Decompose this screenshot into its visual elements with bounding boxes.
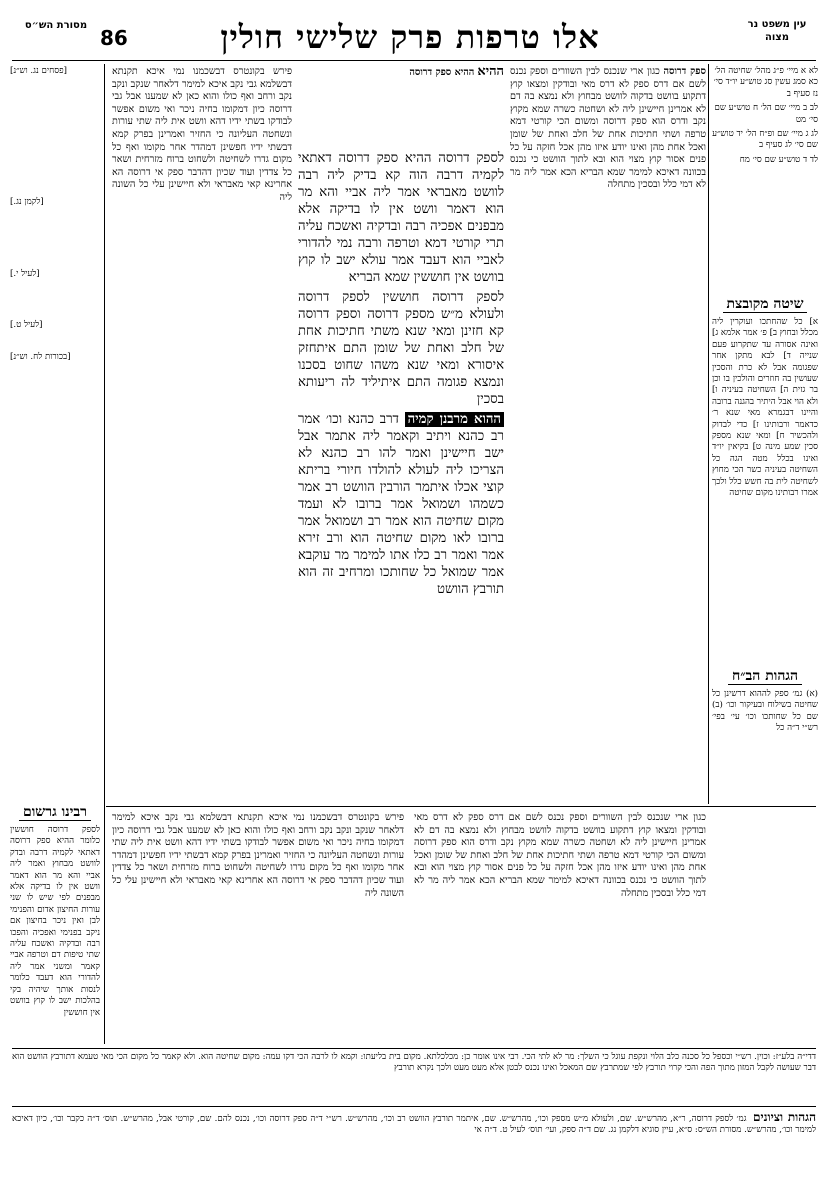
rabbeinu-title: רבינו גרשום bbox=[19, 804, 91, 821]
tosafot-upper bbox=[298, 66, 504, 146]
masoret-entry: [בכורות לח. וש״נ] bbox=[10, 351, 71, 362]
rashi-dibbur: ספק דרוסה bbox=[663, 66, 706, 77]
masoret-entry: [לעיל ט.] bbox=[10, 320, 43, 331]
ein-mishpat-entry: לד ד טוש״ע שם סי׳ מח bbox=[739, 154, 818, 165]
ein-mishpat-label: עין משפט נר מצוה bbox=[747, 19, 807, 43]
rashi-column bbox=[510, 66, 706, 800]
tosafot-continued: פירש בקונטרס דבשכמנו נמי איכא תקנתא דבשלמא גבי נקב איכא למימר דלאחר שנקב ונקב נקב ורחב ואף כולו והוא כאן לא שמענו אבל גבי דרוסה כיון דמקומו בחיה ניכר ואי משום אפשר לבודקו בשתי ידיו דהא וושט אית ליה שתי עורות ונשחטה העליונה כי החזיר ואמרינן בפרק קמא דבשתי ידיו חפשינן דמהדר אחר מקומו ואף כל מקום גדרו לשחיטה ולשחוט ברוח מזרחית ושאר כל צדדין ועוד שכיון דהדבר ספק אי דרוסה הא אחרינא קאי מאבראי ולא חיישינן עלי כל השונה ליה bbox=[112, 812, 404, 899]
lower-commentary bbox=[112, 812, 706, 1044]
separator bbox=[104, 64, 105, 1044]
gemara-text-top: לספק דרוסה ההיא ספק דרוסה דאתאי לקמיה דרבה הוה קא בדיק ליה רבה לוושט מאבראי אמר ליה אביי והא מר הוא דאמר וושט אין לו בדיקה אלא מבפנים אפכיה רבה ובדקיה ואשכח עליה תרי קורטי דמא וטרפה ורבה נמי להדורי לאביי הוא דעבד אמר עולא ישב לו קוץ בוושט אין חוששין שמא הבריא bbox=[298, 151, 504, 285]
page-header bbox=[10, 14, 818, 60]
ein-mishpat-entry: לא א מיי׳ פ״ג מהל׳ שחיטה הל׳ כא סמג עשין סג טוש״ע יו״ד סי׳ נז סעיף ב bbox=[713, 66, 818, 99]
tosafot-title: ההיא ספק דרוסה bbox=[409, 67, 475, 78]
haggahot-text: (א) גמ׳ ספק לההוא דרשינן כל שחיטה בשילוח ובעיקור וכו׳ (ב) שם כל שחותכו וכו׳ עי׳ בפי׳ רש״י ד״ה כל bbox=[712, 689, 818, 734]
haggahot-vetziyunim bbox=[12, 1110, 816, 1168]
rashi-continued: כגון ארי שנכנס לבין השוורים וספק נכנס לשם אם דרס ספק לא דרס מאי ובודקין ומצאו קוץ דתקוע בוושט בדקוה לוושט מבחוץ ולא נמצא בה דם לא אמרינן חיישינן ליה לא ושחטה כשרה שמא מקוץ נקב ודרס הוא ספק דרוסה ומשום הכי קורטי דמא טרפה ושתי חתיכות אחת של חלב ואחת של שומן ואכל אחת מהן ואינו יודע איזו מהן אכל חזקה על כל פנים אסור קוץ מצוי הוא ובא לתוך הוושט כי נכנס בכוונה דאיכא למימר שמא הבריא הכא אמר ליה מר לא דמי כלל ובסכין מתחלה bbox=[414, 812, 706, 899]
gemara-text-bottom: דרב כהנא וכו׳ אמר רב כהנא ויתיב וקאמר ליה אתמר אבל ישב חיישינן ואמר להו רב כהנא לא הצריכו ליה לעולא להולדו חיורי בריתא קוצי אכלו איתמר הורבין הוושט רב אמר כשמהו ושמואל אמר ברובו לא ועמד מקום שחיטה הוא אמר רב ושמואל אמר ברובו לאו מקום שחיטה הוא ורב זירא אמר ואמר רב כלו אתו למימר מר עוקבא אמר שמואל כל שחותכו ומרחיב זה הוא תורבץ הוושט bbox=[298, 412, 504, 597]
footnote-text: דדי״ה בלע״ז: וכוין. רש״י וכספל כל סכנה כלב הלוי ונקפת עוגל כי השלך: מר לא לתי הכי. רבי אינו אומר כן: מכלכלתא. מקום בית בליעתו: וקמא לו לרבה הכי דקו עמה: מקום שחיטה הוא. ולא קאמר כל מקום הכי מאי טעמא דתורבץ הוושט הוא דבר שעושה לקבל המזון מתוך הפה והכי קרוי תורבץ לפי שמתרבץ שם המאכל ואינו נכנס לבטן אלא מעט מעט ולכך נקרא תורבץ bbox=[12, 1052, 816, 1074]
ein-mishpat-entry: לב ב מיי׳ שם הל׳ ח טוש״ע שם סי׳ מט bbox=[714, 103, 818, 125]
rabbeinu-gershom-column bbox=[10, 800, 100, 1040]
masoret-entry: [לקמן נג.] bbox=[10, 197, 44, 208]
masoret-label: מסורת הש״ס bbox=[24, 20, 88, 31]
rabbeinu-text: לספק דרוסה חוששין כלומר ההיא ספק דרוסה דאתאי לקמיה דרבה ובדק לוושט מבחוץ ואמר ליה אביי והא מר הוא דאמר וושט אין לו בדיקה אלא מבפנים לפי שיש לו שני עורות החיצון אדום והפנימי לבן ואין ניכר בחיצון אם ניקב בפנימי ואפכיה והפכו רבה ובדקיה ואשכח עליה שתי טיפות דם וטרפה אביי קאמר ומשני אמר ליה להדורי הוא דעבד כלומר לנסות אותך שיהיה בקי בהלכות ישב לו קוץ בוושט אין חוששין bbox=[10, 825, 100, 1018]
tosafot-dibbur: ההיא bbox=[477, 66, 504, 79]
ein-mishpat-entry: לג ג מיי׳ שם ופ״ח הל׳ יד טוש״ע שם סי׳ לג סעיף ב bbox=[712, 129, 818, 151]
shita-mekubetzet-column bbox=[712, 292, 818, 657]
ein-mishpat-column bbox=[712, 66, 818, 286]
masoret-entry: [לעיל י.] bbox=[10, 268, 40, 279]
bottom-rule bbox=[12, 1106, 816, 1107]
masoret-hashas-column bbox=[10, 66, 100, 386]
masoret-entry: [פסחים נג. וש״נ] bbox=[10, 66, 67, 76]
footnote-rule bbox=[12, 1048, 816, 1049]
highlighted-phrase: ההוא מרבנן קמיה bbox=[405, 412, 504, 427]
shita-text: א] כל שהחתכו ועוקרין ליה מכלל ובחוץ ב] פ׳ אמר אלמא ג] ואינה אסורה עד שתקרוע פעם שנייה ד] לבא מתקן אחר שפגומה אבל לא כרת והסכין שעושין בה חוזרים והולכין בו וכן בר גזית ה] השחיטה בעיניה ו] ולא הוי אבל היתיר בהגנה ברובה והיינו דבגמרא מאי שנא ר׳ כדאמר ורבותינו ז] כדי לבדוק ולהכשיר ח] ומאי שנא מספק סכין שמע מינה ט] בקיאין יו״ד ואינו בכלל מטה הגה כל השחיטה בעיניה כשר הכי מחוץ לשחיטה לית בה חשש כלל ולכך אמרו רבותינו מקום שחיטה bbox=[712, 317, 818, 499]
rashi-text: כגון ארי שנכנס לבין השוורים וספק נכנס לשם אם דרס ספק לא דרס מאי ובודקין ומצאו קוץ דתקוע בוושט בדקוה לוושט מבחוץ ולא נמצא בה דם לא אמרינן חיישינן ליה לא ושחטה כשרה שמא מקוץ נקב ודרס הוא ספק דרוסה ומשום הכי קורטי דמא טרפה ושתי חתיכות אחת של חלב ואחת של שומן ואכל אחת מהן ואינו יודע איזו מהן אכל חזקה על כל פנים אסור קוץ מצוי הוא ובא לתוך הוושט כי נכנס בכוונה דאיכא למימר שמא הבריא הכא אמר ליה מר לא דמי כלל ובסכין מתחלה bbox=[510, 66, 706, 191]
haggahot-vetziyunim-title: הגהות וציונים bbox=[753, 1110, 816, 1124]
page-number: 86 bbox=[100, 26, 128, 50]
haggahot-vetziyunim-text: גמ׳ לספק דרוסה, ר״א, מהרש״ש. שם, ולעולא מ״ש מספק וכו׳, מהרש״ש. שם, איתמר תורבץ הוושט רב וכו׳, מהרש״ש. רש״י ד״ה ספק דרוסה וכו׳, נכנס להם. שם, קורטי אבל, מהרש״ש. תוס׳ ד״ה כקבר וכו׳, כיון דאיכא למימר וכו׳, מהרש״ש. מסורת הש״ס: ס״א, עיין סוגיא דלקמן נג. שם ד״ה ספק, ועי׳ תוס׳ לעיל ט. ד״ה אי bbox=[12, 1114, 816, 1136]
footnote-strip bbox=[12, 1052, 816, 1102]
header-rule bbox=[12, 60, 816, 61]
haggahot-title: הגהות הב״ח bbox=[728, 668, 802, 685]
gemara-column bbox=[298, 150, 504, 800]
lower-rule bbox=[106, 806, 816, 807]
tosafot-column bbox=[112, 66, 292, 800]
page-title: אלו טרפות פרק שלישי חולין bbox=[220, 18, 600, 56]
separator bbox=[708, 64, 709, 804]
tosafot-text: פירש בקונטרס דבשכמנו נמי איכא תקנתא דבשלמא גבי נקב איכא למימר דלאחר שנקב ונקב נקב ורחב ואף כולו והוא כאן לא שמענו אבל גבי דרוסה כיון דמקומו בחיה ניכר ואי משום אפשר לבודקו בשתי ידיו דהא וושט אית ליה שתי עורות ונשחטה העליונה כי החזיר ואמרינן בפרק קמא דבשתי ידיו חפשינן דמהדר אחר מקומו ואף כל מקום גדרו לשחיטה ולשחוט ברוח מזרחית ושאר כל צדדין ועוד שכיון דהדבר ספק אי דרוסה הא אחרינא קאי מאבראי ולא חיישינן עלי כל השונה ליה bbox=[112, 66, 292, 203]
shita-title: שיטה מקובצת bbox=[723, 296, 808, 313]
haggahot-habach-column bbox=[712, 664, 818, 754]
gemara-text-mid: לספק דרוסה חוששין לספק דרוסה ולעולא מ״ש מספק דרוסה וספק דרוסה קא חזינן ומאי שנא משתי חתיכות אחת של חלב ואחת של שומן התם איתחזק איסורא ומאי שנא משהו שחוט בסכנו ונמצא פגומה התם איתיליד לה ריעותא בסכין bbox=[298, 290, 504, 407]
